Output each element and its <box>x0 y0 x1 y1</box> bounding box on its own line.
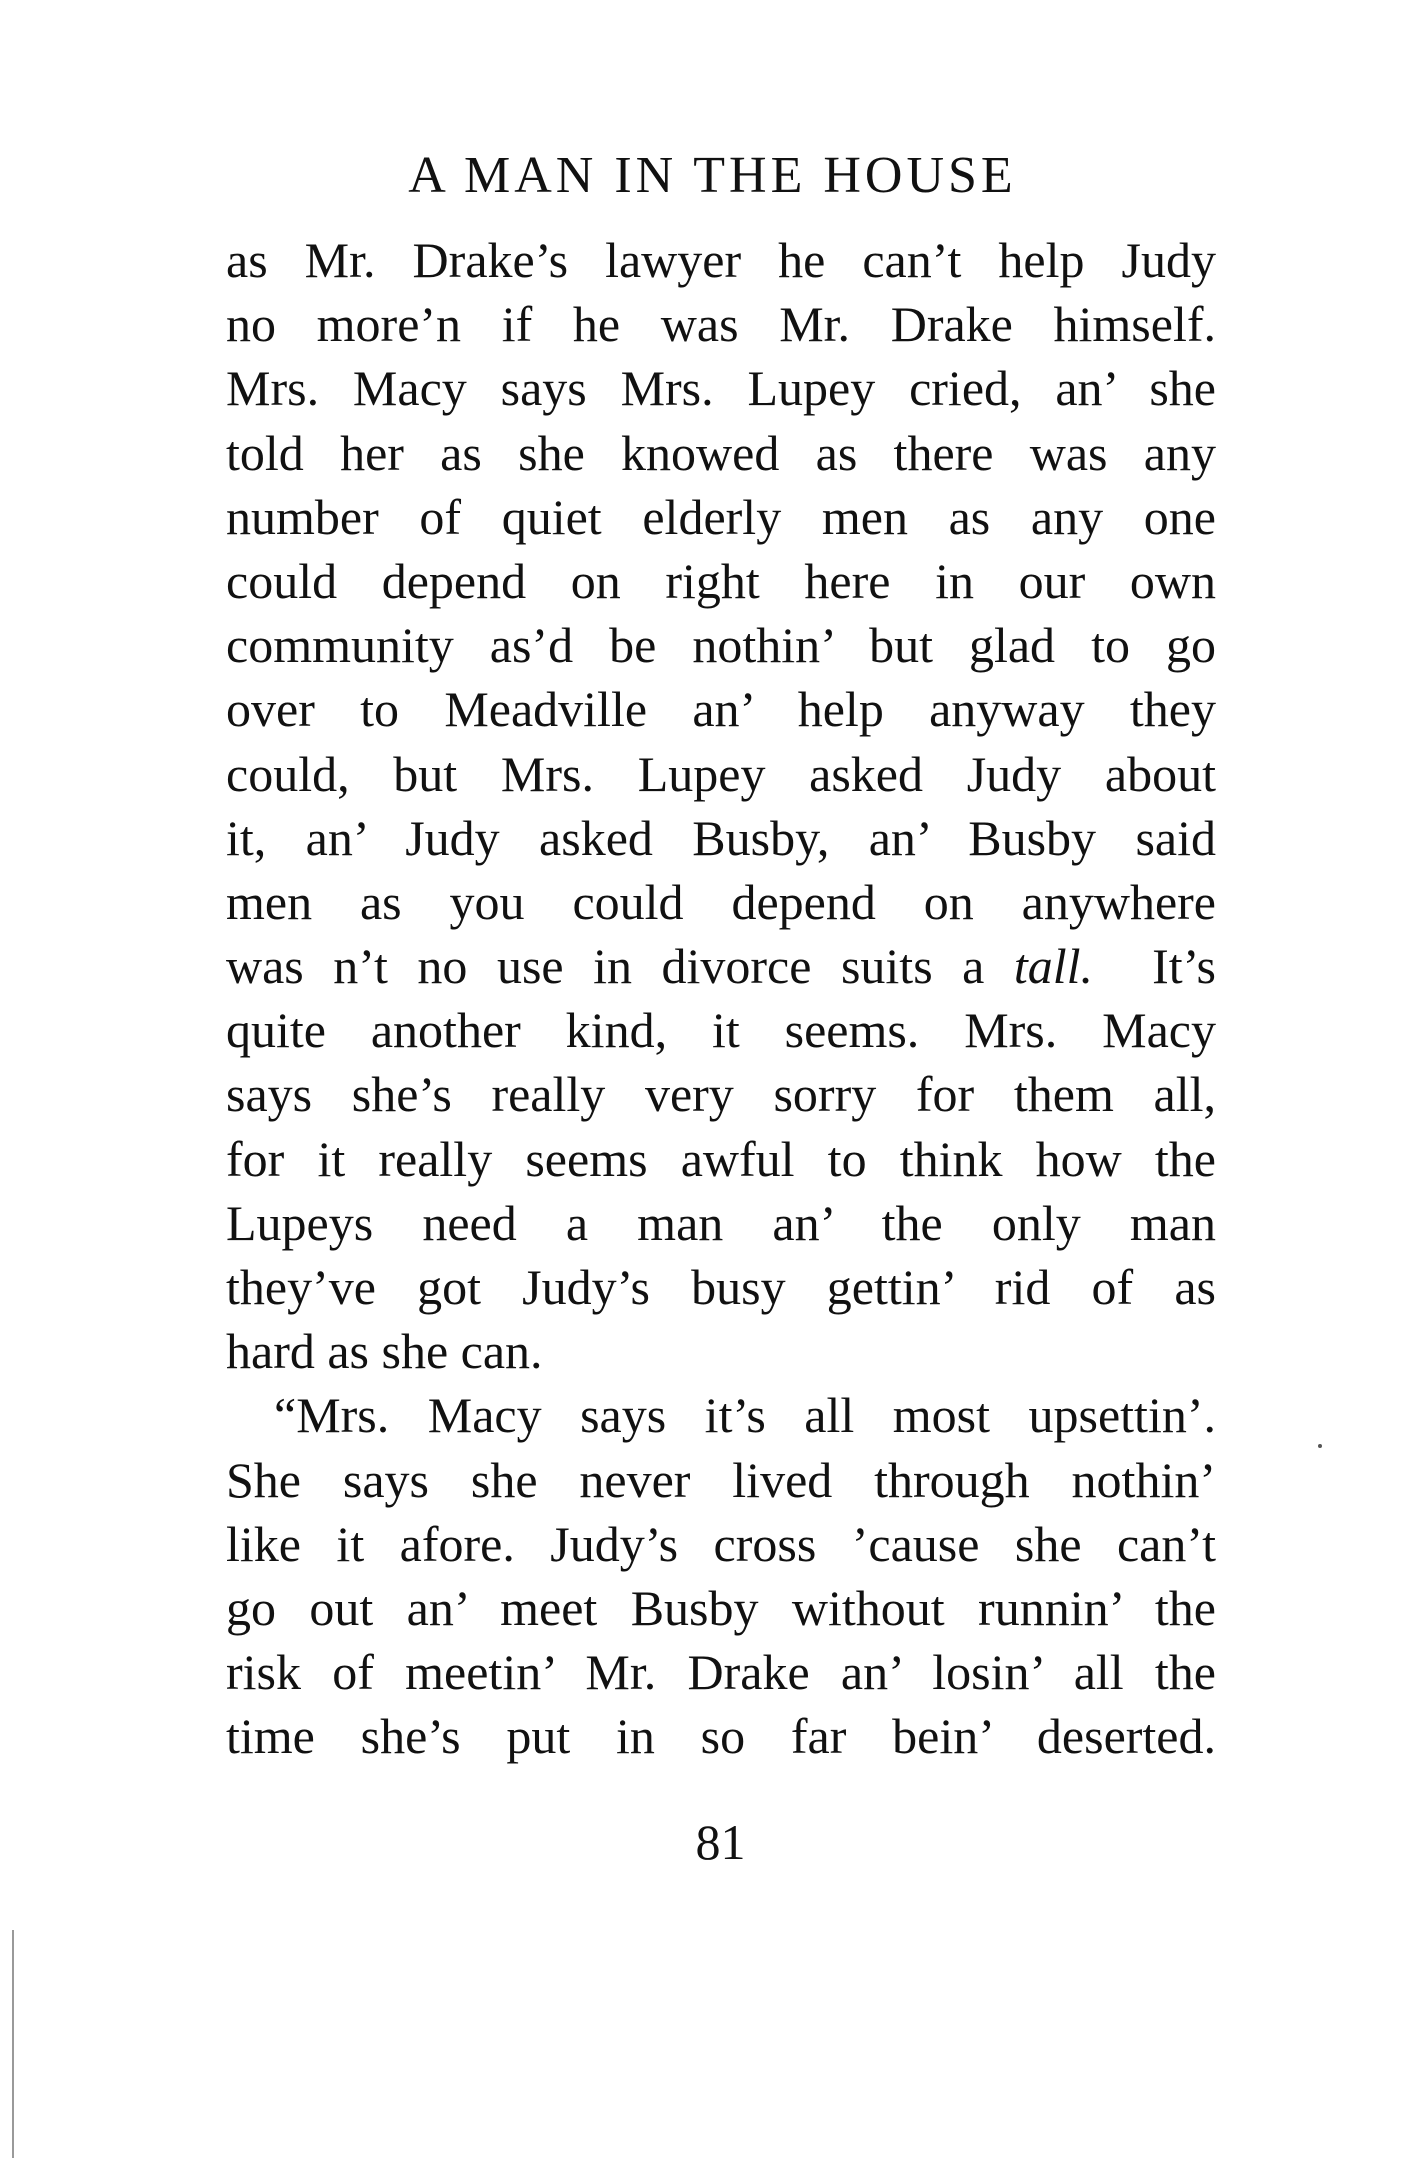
text-line: “Mrs. Macy says it’s all most upsettin’. <box>274 1387 1216 1444</box>
body-text <box>226 228 1216 1769</box>
text-line: over to Meadville an’ help anyway they <box>226 681 1216 738</box>
text-line: for it really seems awful to think how the <box>226 1130 1216 1187</box>
text-segment: was n’t no use in divorce suits a <box>226 938 1014 995</box>
text-line: it, an’ Judy asked Busby, an’ Busby said <box>226 809 1216 866</box>
text-line: number of quiet elderly men as any one <box>226 488 1216 545</box>
text-line: as Mr. Drake’s lawyer he can’t help Judy <box>226 232 1216 288</box>
text-line: time she’s put in so far bein’ deserted. <box>226 1708 1216 1765</box>
text-line: like it afore. Judy’s cross ’cause she can’t <box>226 1515 1216 1572</box>
text-line: Mrs. Macy says Mrs. Lupey cried, an’ she <box>226 360 1216 417</box>
text-line: could depend on right here in our own <box>226 552 1216 609</box>
text-line: She says she never lived through nothin’ <box>226 1451 1216 1508</box>
text-line: could, but Mrs. Lupey asked Judy about <box>226 745 1216 802</box>
text-line: no more’n if he was Mr. Drake himself. <box>226 296 1216 353</box>
text-line <box>226 934 1216 998</box>
text-line: told her as she knowed as there was any <box>226 424 1216 481</box>
text-line: men as you could depend on anywhere <box>226 873 1216 930</box>
scan-speck <box>1318 1444 1322 1448</box>
text-line: risk of meetin’ Mr. Drake an’ losin’ all the <box>226 1644 1216 1701</box>
text-line: go out an’ meet Busby without runnin’ the <box>226 1579 1216 1636</box>
text-line: they’ve got Judy’s busy gettin’ rid of as <box>226 1259 1216 1315</box>
text-line: hard as she can. <box>226 1323 543 1380</box>
text-line: quite another kind, it seems. Mrs. Macy <box>226 1002 1216 1059</box>
italic-word: tall. <box>1013 938 1094 995</box>
text-line: Lupeys need a man an’ the only man <box>226 1194 1216 1251</box>
running-head: A MAN IN THE HOUSE <box>408 147 1017 204</box>
page-number: 81 <box>695 1814 746 1870</box>
scan-edge-mark <box>12 1930 14 2158</box>
text-segment: It’s <box>1093 938 1216 995</box>
text-line: community as’d be nothin’ but glad to go <box>226 617 1216 674</box>
text-line: says she’s really very sorry for them all, <box>226 1066 1216 1123</box>
